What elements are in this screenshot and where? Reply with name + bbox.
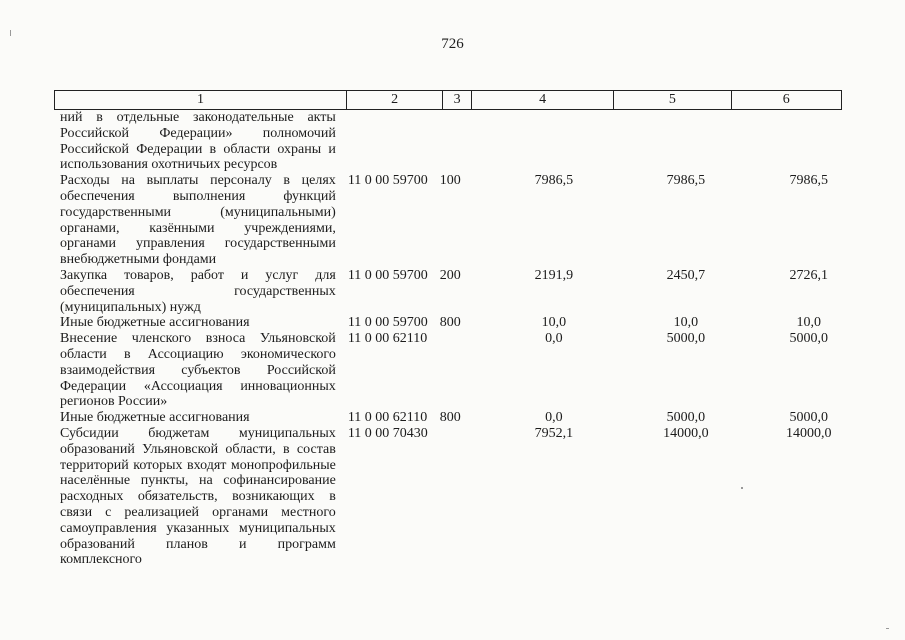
header-col-4: 4 <box>472 91 614 109</box>
table-row <box>60 173 850 268</box>
scan-speck <box>10 30 11 36</box>
row-value-6: 2726,1 <box>789 267 828 283</box>
row-type: 800 <box>439 410 461 426</box>
row-description: Закупка товаров, работ и услуг для обеспечения государственных (муниципальных) нужд <box>60 267 336 315</box>
row-code: 11 0 00 59700 <box>347 173 428 189</box>
row-type <box>440 331 474 410</box>
header-col-6: 6 <box>782 92 790 107</box>
row-description: Расходы на выплаты персоналу в целях обеспечения выполнения функций государственными (муниципальными) органами, казёнными учреждениями, органами управления государственными внебюджетными фондами <box>60 173 336 268</box>
row-value-6: 7986,5 <box>789 173 828 189</box>
row-value-5: 7986,5 <box>666 173 706 189</box>
scan-speck <box>886 628 889 629</box>
row-description: Иные бюджетные ассигнования <box>60 315 250 331</box>
row-value-4: 7952,1 <box>534 425 574 441</box>
table-body <box>60 110 850 568</box>
row-value-5: 2450,7 <box>666 267 706 283</box>
row-code: 11 0 00 59700 <box>347 267 428 283</box>
row-value-4: 10,0 <box>541 315 567 331</box>
header-col-2: 2 <box>347 91 443 109</box>
row-description: ний в отдельные законодательные акты Российской Федерации» полномочий Российской Федерации в области охраны и использования охотничьих ресурсов <box>60 110 336 173</box>
row-type <box>440 110 474 173</box>
table-row <box>60 331 850 410</box>
table-row <box>60 410 850 426</box>
row-value-5: 14000,0 <box>663 425 709 441</box>
row-type: 200 <box>439 267 461 283</box>
header-col-5: 5 <box>614 91 731 109</box>
row-value-6: 14000,0 <box>785 425 832 441</box>
table-row <box>60 426 850 568</box>
row-value-6: 10,0 <box>796 315 821 331</box>
row-code: 11 0 00 62110 <box>347 410 428 426</box>
row-value-6 <box>737 110 850 173</box>
row-description: Иные бюджетные ассигнования <box>60 410 250 426</box>
row-code <box>336 110 440 173</box>
row-value-5 <box>624 110 737 173</box>
row-code: 11 0 00 62110 <box>347 331 428 347</box>
table-row <box>60 110 850 173</box>
scan-speck <box>741 487 743 489</box>
row-value-4: 0,0 <box>545 410 563 426</box>
row-value-4 <box>474 110 625 173</box>
row-type: 800 <box>439 315 461 331</box>
row-value-4: 0,0 <box>545 331 563 347</box>
row-description: Внесение членского взноса Ульяновской области в Ассоциацию экономического взаимодействия субъектов Российской Федерации «Ассоциация инновационных регионов России» <box>60 331 336 410</box>
row-code: 11 0 00 59700 <box>347 315 428 331</box>
header-col-1: 1 <box>55 91 347 109</box>
page-number: 726 <box>441 36 464 52</box>
row-code: 11 0 00 70430 <box>347 425 428 441</box>
row-value-5: 10,0 <box>673 315 699 331</box>
row-type: 100 <box>439 173 461 189</box>
table-header <box>54 90 842 110</box>
row-type <box>440 426 474 568</box>
row-value-5: 5000,0 <box>666 410 706 426</box>
row-value-4: 7986,5 <box>534 173 574 189</box>
row-value-6: 5000,0 <box>789 331 828 347</box>
row-value-6: 5000,0 <box>789 410 828 426</box>
row-value-4: 2191,9 <box>534 267 574 283</box>
row-description: Субсидии бюджетам муниципальных образований Ульяновской области, в состав территорий которых входят монопрофильные населённые пункты, на софинансирование расходных обязательств, возникающих в связи с реализацией органами местного самоуправления указанных муниципальных образований планов и программ комплексного <box>60 425 336 568</box>
table-row <box>60 268 850 315</box>
row-value-5: 5000,0 <box>666 331 706 347</box>
table-row <box>60 315 850 331</box>
header-col-3: 3 <box>443 91 472 109</box>
